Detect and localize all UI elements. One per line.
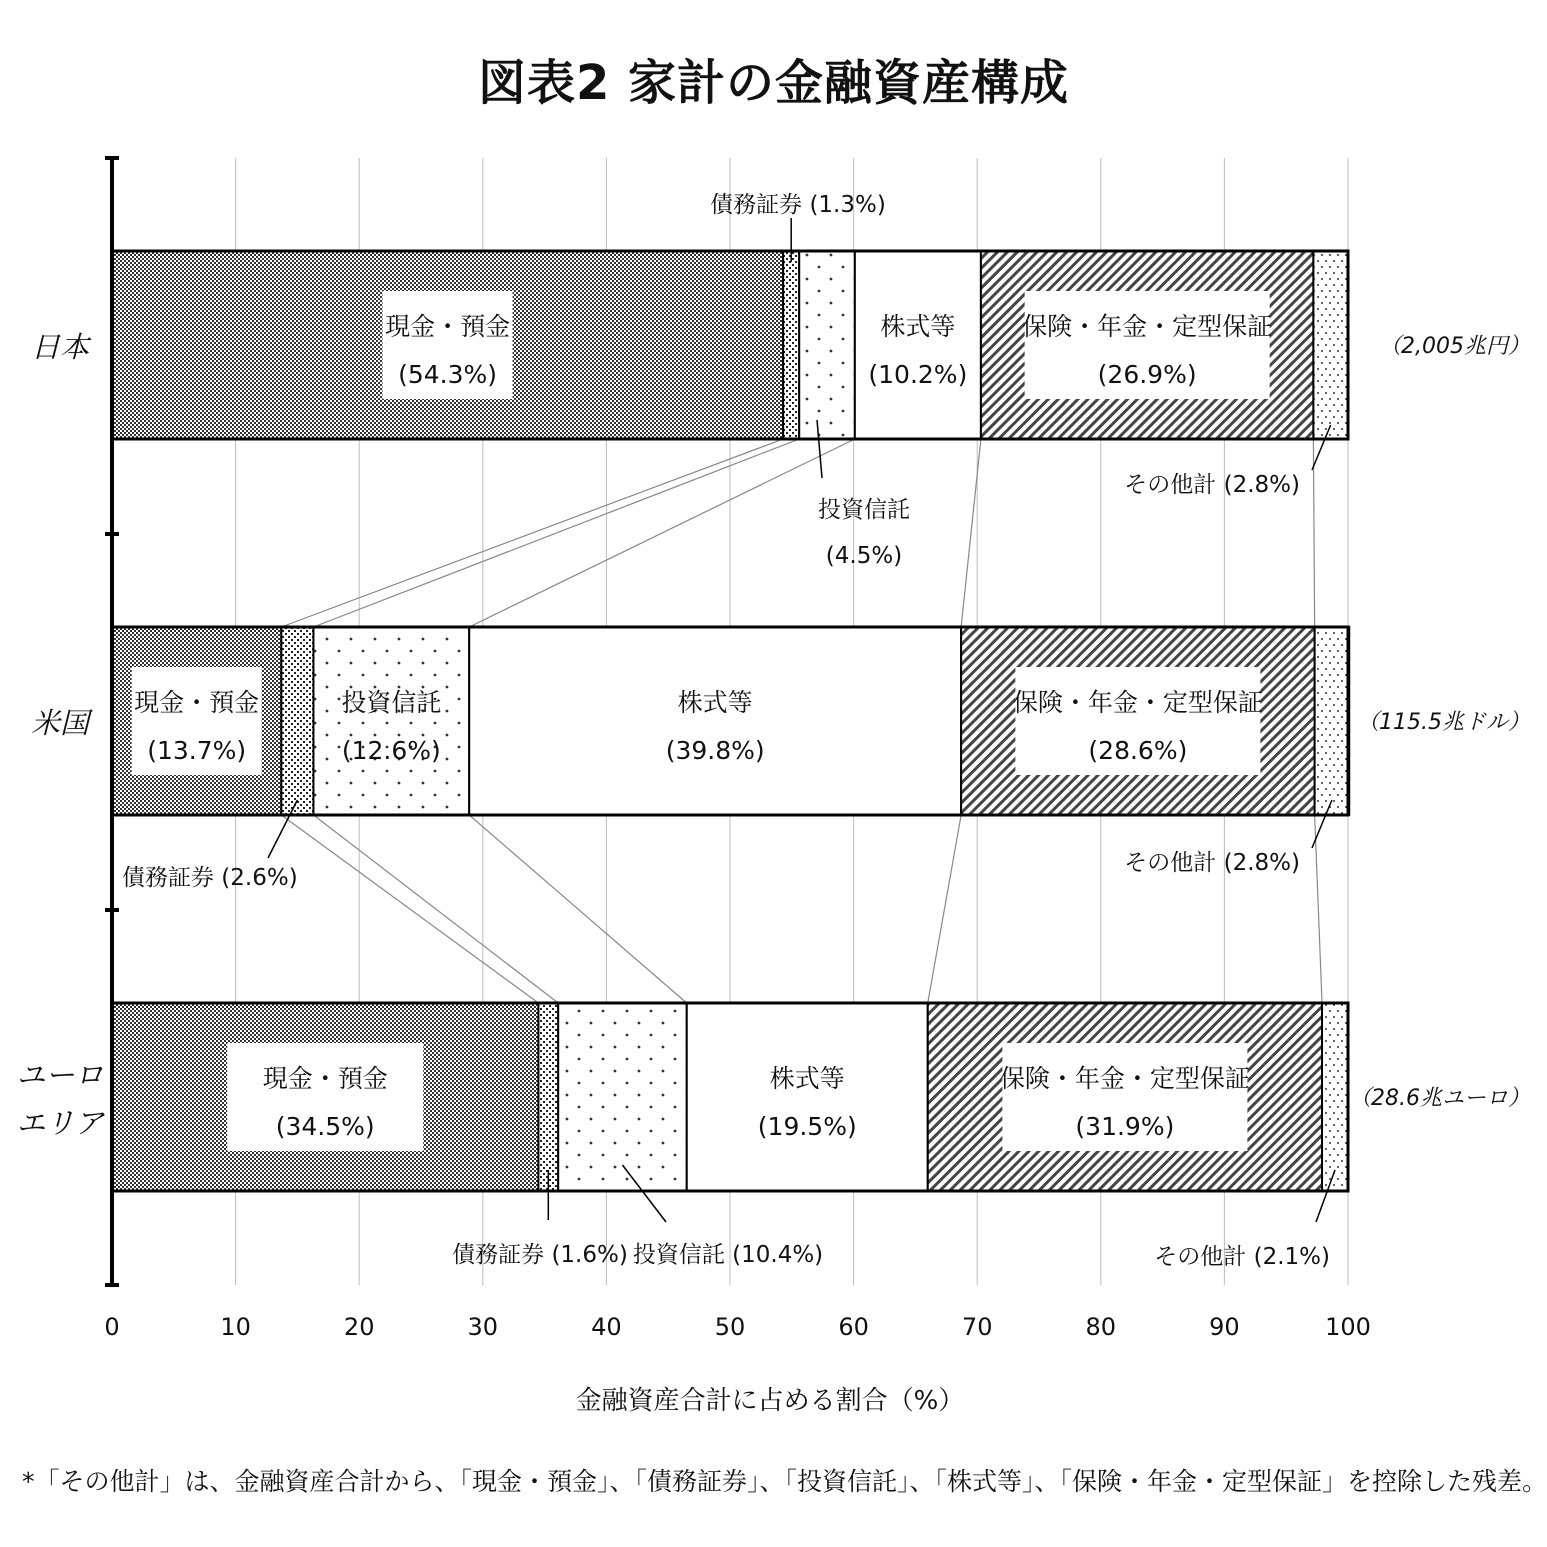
bar-segment-bond <box>783 251 799 439</box>
segment-label-bond: 債務証券 (2.6%) <box>122 865 298 891</box>
bar-segment-fund <box>313 627 469 815</box>
segment-label-insurance: 保険・年金・定型保証(26.9%) <box>1022 312 1273 389</box>
connector-line <box>281 439 783 627</box>
bar-segment-other <box>1315 627 1350 815</box>
segment-label-other: その他計 (2.8%) <box>1124 850 1300 876</box>
x-tick-label: 50 <box>714 1313 746 1341</box>
segment-label-fund: 投資信託 (10.4%) <box>632 1242 824 1268</box>
segment-label-equity: 株式等(19.5%) <box>757 1064 857 1141</box>
segment-label-equity: 株式等(39.8%) <box>665 688 765 765</box>
x-tick-label: 30 <box>467 1313 499 1341</box>
x-tick-label: 100 <box>1325 1313 1371 1341</box>
x-tick-label: 70 <box>961 1313 993 1341</box>
bar-segment-bond <box>281 627 313 815</box>
x-axis-label: 金融資産合計に占める割合（%） <box>575 1386 965 1416</box>
segment-label-fund: 投資信託(12.6%) <box>341 688 442 765</box>
bar-segment-equity <box>469 627 961 815</box>
bar-segment-equity <box>855 251 981 439</box>
total-label: （2,005兆円） <box>1379 334 1530 359</box>
bar-segment-fund <box>558 1003 687 1191</box>
category-label: 日本 <box>30 330 90 364</box>
segment-label-other: その他計 (2.8%) <box>1124 472 1300 498</box>
x-tick-label: 0 <box>104 1313 120 1341</box>
connector-line <box>961 439 981 627</box>
x-tick-label: 80 <box>1085 1313 1117 1341</box>
chart-title: 図表2 家計の金融資産構成 <box>477 55 1070 111</box>
segment-label-bond: 債務証券 (1.6%) <box>452 1242 628 1268</box>
connector-line <box>281 815 538 1003</box>
connector-line <box>928 815 961 1003</box>
segment-label-insurance: 保険・年金・定型保証(31.9%) <box>999 1064 1250 1141</box>
bar-segment-equity <box>687 1003 928 1191</box>
x-tick-label: 40 <box>591 1313 622 1341</box>
category-label: ユーロエリア <box>16 1058 104 1140</box>
segment-label-equity: 株式等(10.2%) <box>868 312 968 389</box>
x-tick-label: 20 <box>343 1313 375 1341</box>
connector-line <box>469 439 855 627</box>
x-tick-label: 90 <box>1209 1313 1240 1341</box>
segment-label-fund: 投資信託(4.5%) <box>818 497 910 569</box>
segment-label-other: その他計 (2.1%) <box>1154 1244 1330 1270</box>
bar-segment-bond <box>538 1003 558 1191</box>
category-label: 米国 <box>30 706 90 740</box>
bar-segment-other <box>1322 1003 1348 1191</box>
connector-line <box>1315 815 1322 1003</box>
connector-line <box>313 439 799 627</box>
segment-label-cash: 現金・預金(54.3%) <box>385 312 511 389</box>
x-tick-label: 60 <box>838 1313 869 1341</box>
total-label: （115.5兆ドル） <box>1357 710 1530 735</box>
segment-label-cash: 現金・預金(34.5%) <box>262 1064 388 1141</box>
x-tick-label: 10 <box>220 1313 251 1341</box>
bar-segment-fund <box>799 251 855 439</box>
total-label: （28.6兆ユーロ） <box>1349 1086 1530 1111</box>
segment-label-cash: 現金・預金(13.7%) <box>134 688 260 765</box>
segment-label-bond: 債務証券 (1.3%) <box>710 192 886 218</box>
bar-segment-other <box>1313 251 1348 439</box>
footnote: *「その他計」は、金融資産合計から、「現金・預金」、「債務証券」、「投資信託」、「株式等」、「保険・年金・定型保証」を控除した残差。 <box>22 1467 1547 1496</box>
segment-label-insurance: 保険・年金・定型保証(28.6%) <box>1012 688 1263 765</box>
connector-line <box>313 815 558 1003</box>
connector-line <box>469 815 687 1003</box>
